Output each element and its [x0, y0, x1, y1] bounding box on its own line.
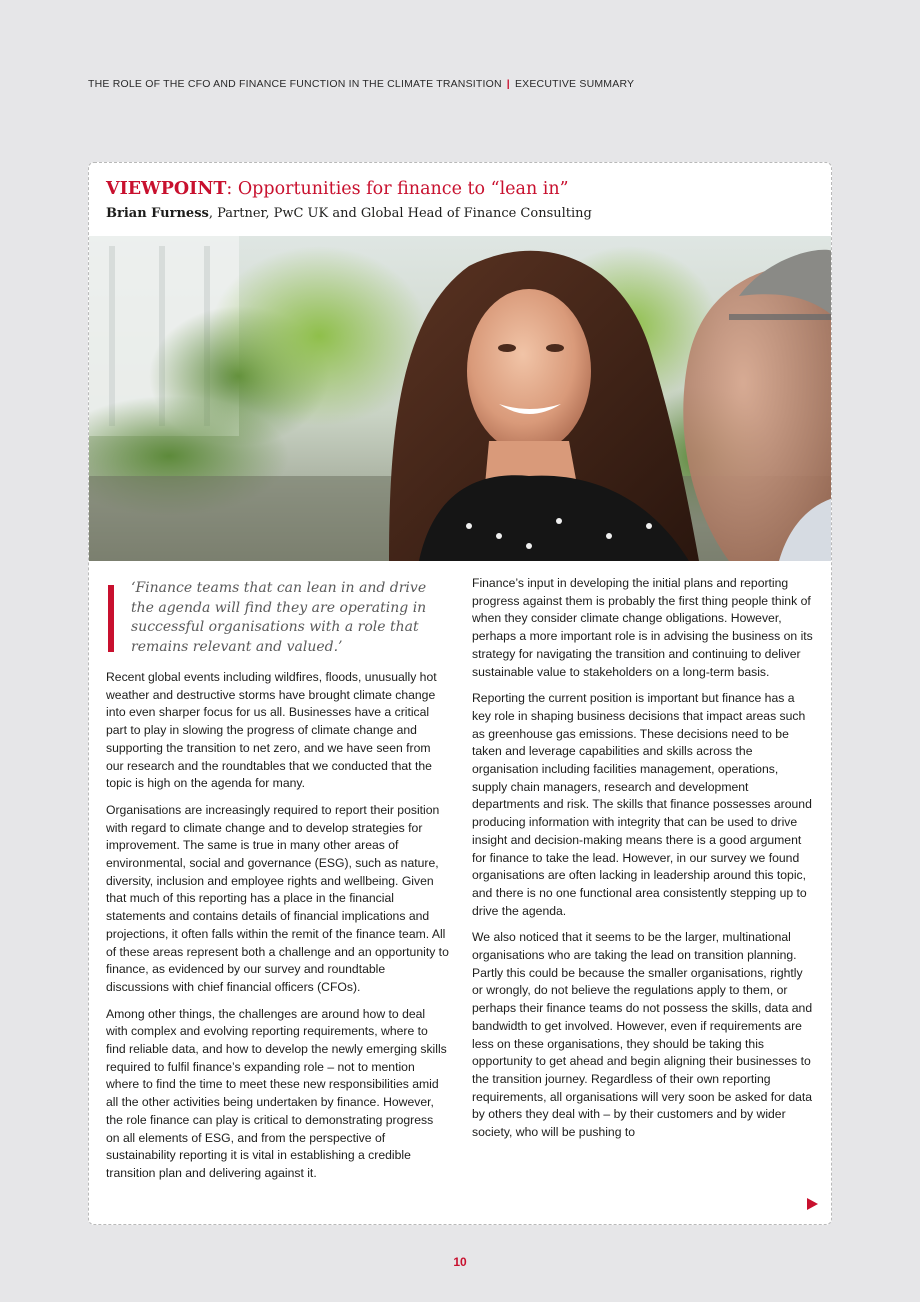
paragraph: Among other things, the challenges are around how to deal with complex and evolving reporting requirements, where to find reliable data, and how to develop the newly emerging skills required to fulfil finance’s expanding role – not to mention where to find the time to meet these new responsibilities amid all the other activities being undertaken by finance. However, the role finance can play is critical to demonstrating progress on all elements of ESG, and from the perspective of sustainability reporting it is vital in establishing a credible transition plan and delivering against it. [106, 1006, 447, 1180]
viewpoint-author [106, 206, 592, 221]
paragraph: Organisations are increasingly required to report their position with regard to climate change and to develop strategies for improvement. The same is true in many other areas of environmental, social and governance (ESG), such as nature, diversity, inclusion and employee rights and wellbeing. Given that much of this reporting has a place in the financial statements and contains details of financial implications and projections, it often falls within the remit of the finance team. All of these areas represent both a challenge and an opportunity to finance, as evidenced by our survey and roundtable discussions with chief financial officers (CFOs). [106, 802, 449, 994]
quote-text: ‘Finance teams that can lean in and drive the agenda will find they are operating in successful organisations with a role that remains relevant and valued.’ [131, 580, 427, 655]
viewpoint-panel [88, 162, 832, 1225]
header-separator: | [506, 78, 510, 90]
running-header [88, 78, 634, 90]
next-page-arrow-icon[interactable] [807, 1198, 818, 1210]
paragraph: Finance’s input in developing the initial plans and reporting progress against them is probably the first thing people think of when they consider climate change obligations. However, perhaps a more important role is in advising the business on its strategy for navigating the transition and continuing to deliver sustainable value to stakeholders on a long-term basis. [472, 576, 813, 679]
viewpoint-label: VIEWPOINT [106, 179, 227, 199]
portrait-photo [89, 236, 832, 561]
pull-quote [106, 579, 450, 657]
author-role: , Partner, PwC UK and Global Head of Finance Consulting [208, 206, 592, 221]
report-title: THE ROLE OF THE CFO AND FINANCE FUNCTION IN THE CLIMATE TRANSITION [88, 78, 502, 90]
viewpoint-heading: : Opportunities for finance to “lean in” [226, 179, 569, 199]
right-column [472, 575, 816, 1151]
author-name: Brian Furness [106, 206, 209, 221]
section-name: EXECUTIVE SUMMARY [514, 78, 635, 90]
paragraph: Reporting the current position is important but finance has a key role in shaping business decisions that impact areas such as greenhouse gas emissions. These decisions need to be taken and leverage capabilities and skills across the organisation including facilities management, operations, supply chain managers, research and development departments and risk. The skills that finance possesses around producing information with integrity that can be used to drive insight and decision-making means there is a good argument for finance to take the lead. However, in our survey we found organisations are often lacking in leadership around this topic, and there is no one functional area consistently stepping up to drive the agenda. [472, 691, 812, 918]
quote-bar [108, 585, 114, 652]
paragraph: We also noticed that it seems to be the larger, multinational organisations who are taking the lead on transition planning. Partly this could be because the smaller organisations, rightly or wrongly, do not believe the regulations apply to them, or perhaps their finance teams do not possess the skills, data and bandwidth to get involved. However, even if requirements are less on these organisations, they should be taking this opportunity to get ahead and begin aligning their businesses to the transition journey. Regardless of their own reporting requirements, all organisations will very soon be asked for data by others they deal with – by their customers and by wider society, who will be pushing to [472, 930, 813, 1140]
viewpoint-title [106, 179, 569, 199]
paragraph: Recent global events including wildfires, floods, unusually hot weather and destructive storms have brought climate change into even sharper focus for us all. Businesses have a critical part to play in slowing the progress of climate change and supporting the transition to net zero, and we have seen from our research and the roundtables that we conducted that the topic is high on the agenda for many. [106, 670, 437, 791]
page-number: 10 [453, 1255, 467, 1269]
left-column [106, 575, 450, 1192]
